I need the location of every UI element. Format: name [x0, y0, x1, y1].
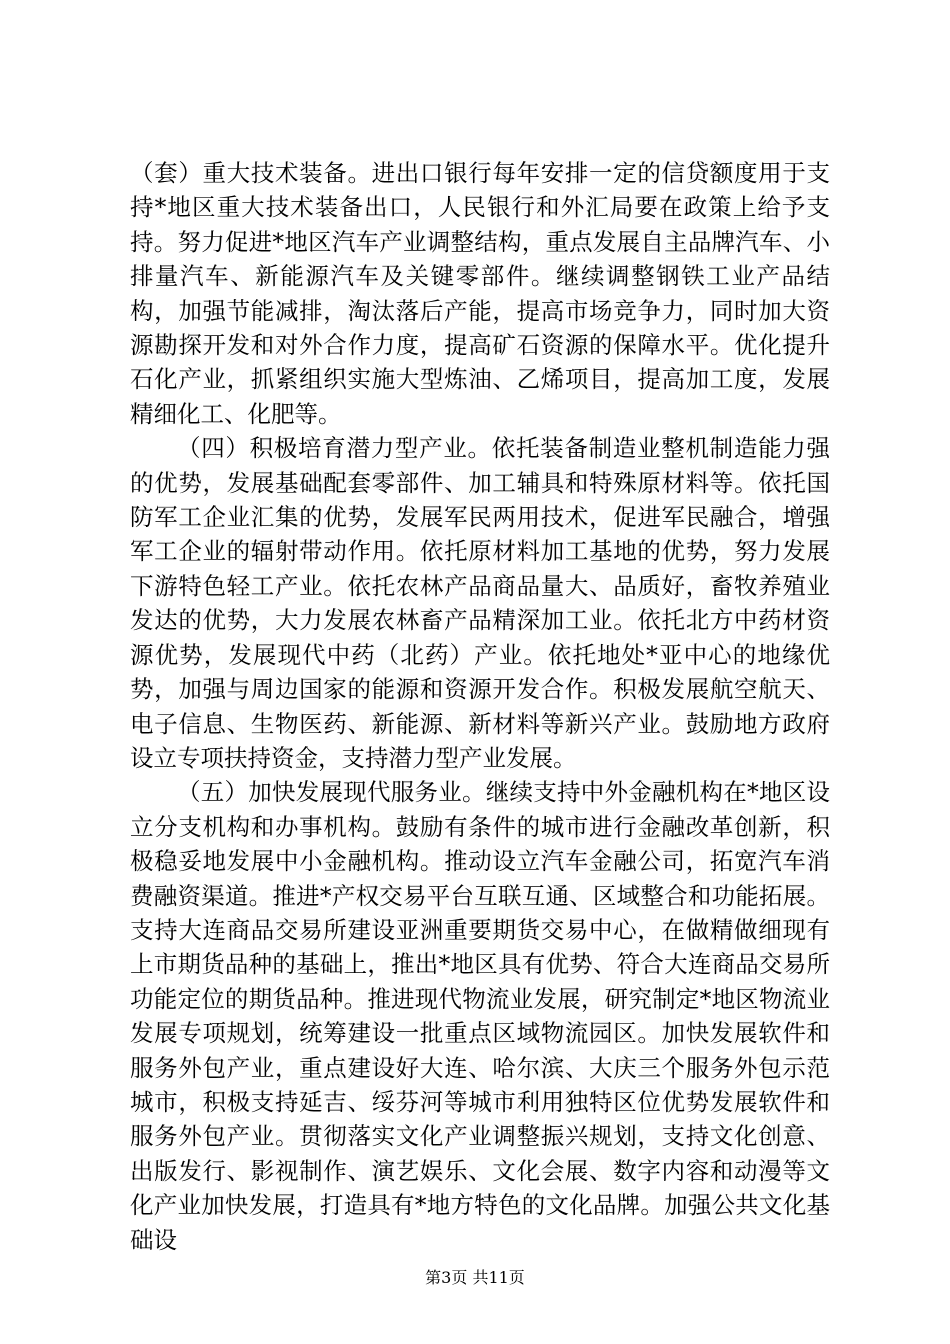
document-body — [130, 156, 830, 1257]
page-number-footer: 第3页 共11页 — [425, 1268, 525, 1287]
paragraph-modern-services: （五）加快发展现代服务业。继续支持中外金融机构在*地区设立分支机构和办事机构。鼓励有条件的城市进行金融改革创新，积极稳妥地发展中小金融机构。推动设立汽车金融公司，拓宽汽车消费融资渠道。推进*产权交易平台互联互通、区域整合和功能拓展。支持大连商品交易所建设亚洲重要期货交易中心，在做精做细现有上市期货品种的基础上，推出*地区具有优势、符合大连商品交易所功能定位的期货品种。推进现代物流业发展，研究制定*地区物流业发展专项规划，统筹建设一批重点区域物流园区。加快发展软件和服务外包产业，重点建设好大连、哈尔滨、大庆三个服务外包示范城市，积极支持延吉、绥芬河等城市利用独特区位优势发展软件和服务外包产业。贯彻落实文化产业调整振兴规划，支持文化创意、出版发行、影视制作、演艺娱乐、文化会展、数字内容和动漫等文化产业加快发展，打造具有*地方特色的文化品牌。加强公共文化基础设 — [130, 778, 830, 1254]
paragraph-potential-industries: （四）积极培育潜力型产业。依托装备制造业整机制造能力强的优势，发展基础配套零部件、加工辅具和特殊原材料等。依托国防军工企业汇集的优势，发展军民两用技术，促进军民融合，增强军工企业的辐射带动作用。依托原材料加工基地的优势，努力发展下游特色轻工产业。依托农林产品商品量大、品质好，畜牧养殖业发达的优势，大力发展农林畜产品精深加工业。依托北方中药材资源优势，发展现代中药（北药）产业。依托地处*亚中心的地缘优势，加强与周边国家的能源和资源开发合作。积极发展航空航天、电子信息、生物医药、新能源、新材料等新兴产业。鼓励地方政府设立专项扶持资金，支持潜力型产业发展。 — [130, 434, 830, 772]
paragraph-heavy-equipment: （套）重大技术装备。进出口银行每年安排一定的信贷额度用于支持*地区重大技术装备出口，人民银行和外汇局要在政策上给予支持。努力促进*地区汽车产业调整结构，重点发展自主品牌汽车、小排量汽车、新能源汽车及关键零部件。继续调整钢铁工业产品结构，加强节能减排，淘汰落后产能，提高市场竞争力，同时加大资源勘探开发和对外合作力度，提高矿石资源的保障水平。优化提升石化产业，抓紧组织实施大型炼油、乙烯项目，提高加工度，发展精细化工、化肥等。 — [130, 159, 830, 428]
